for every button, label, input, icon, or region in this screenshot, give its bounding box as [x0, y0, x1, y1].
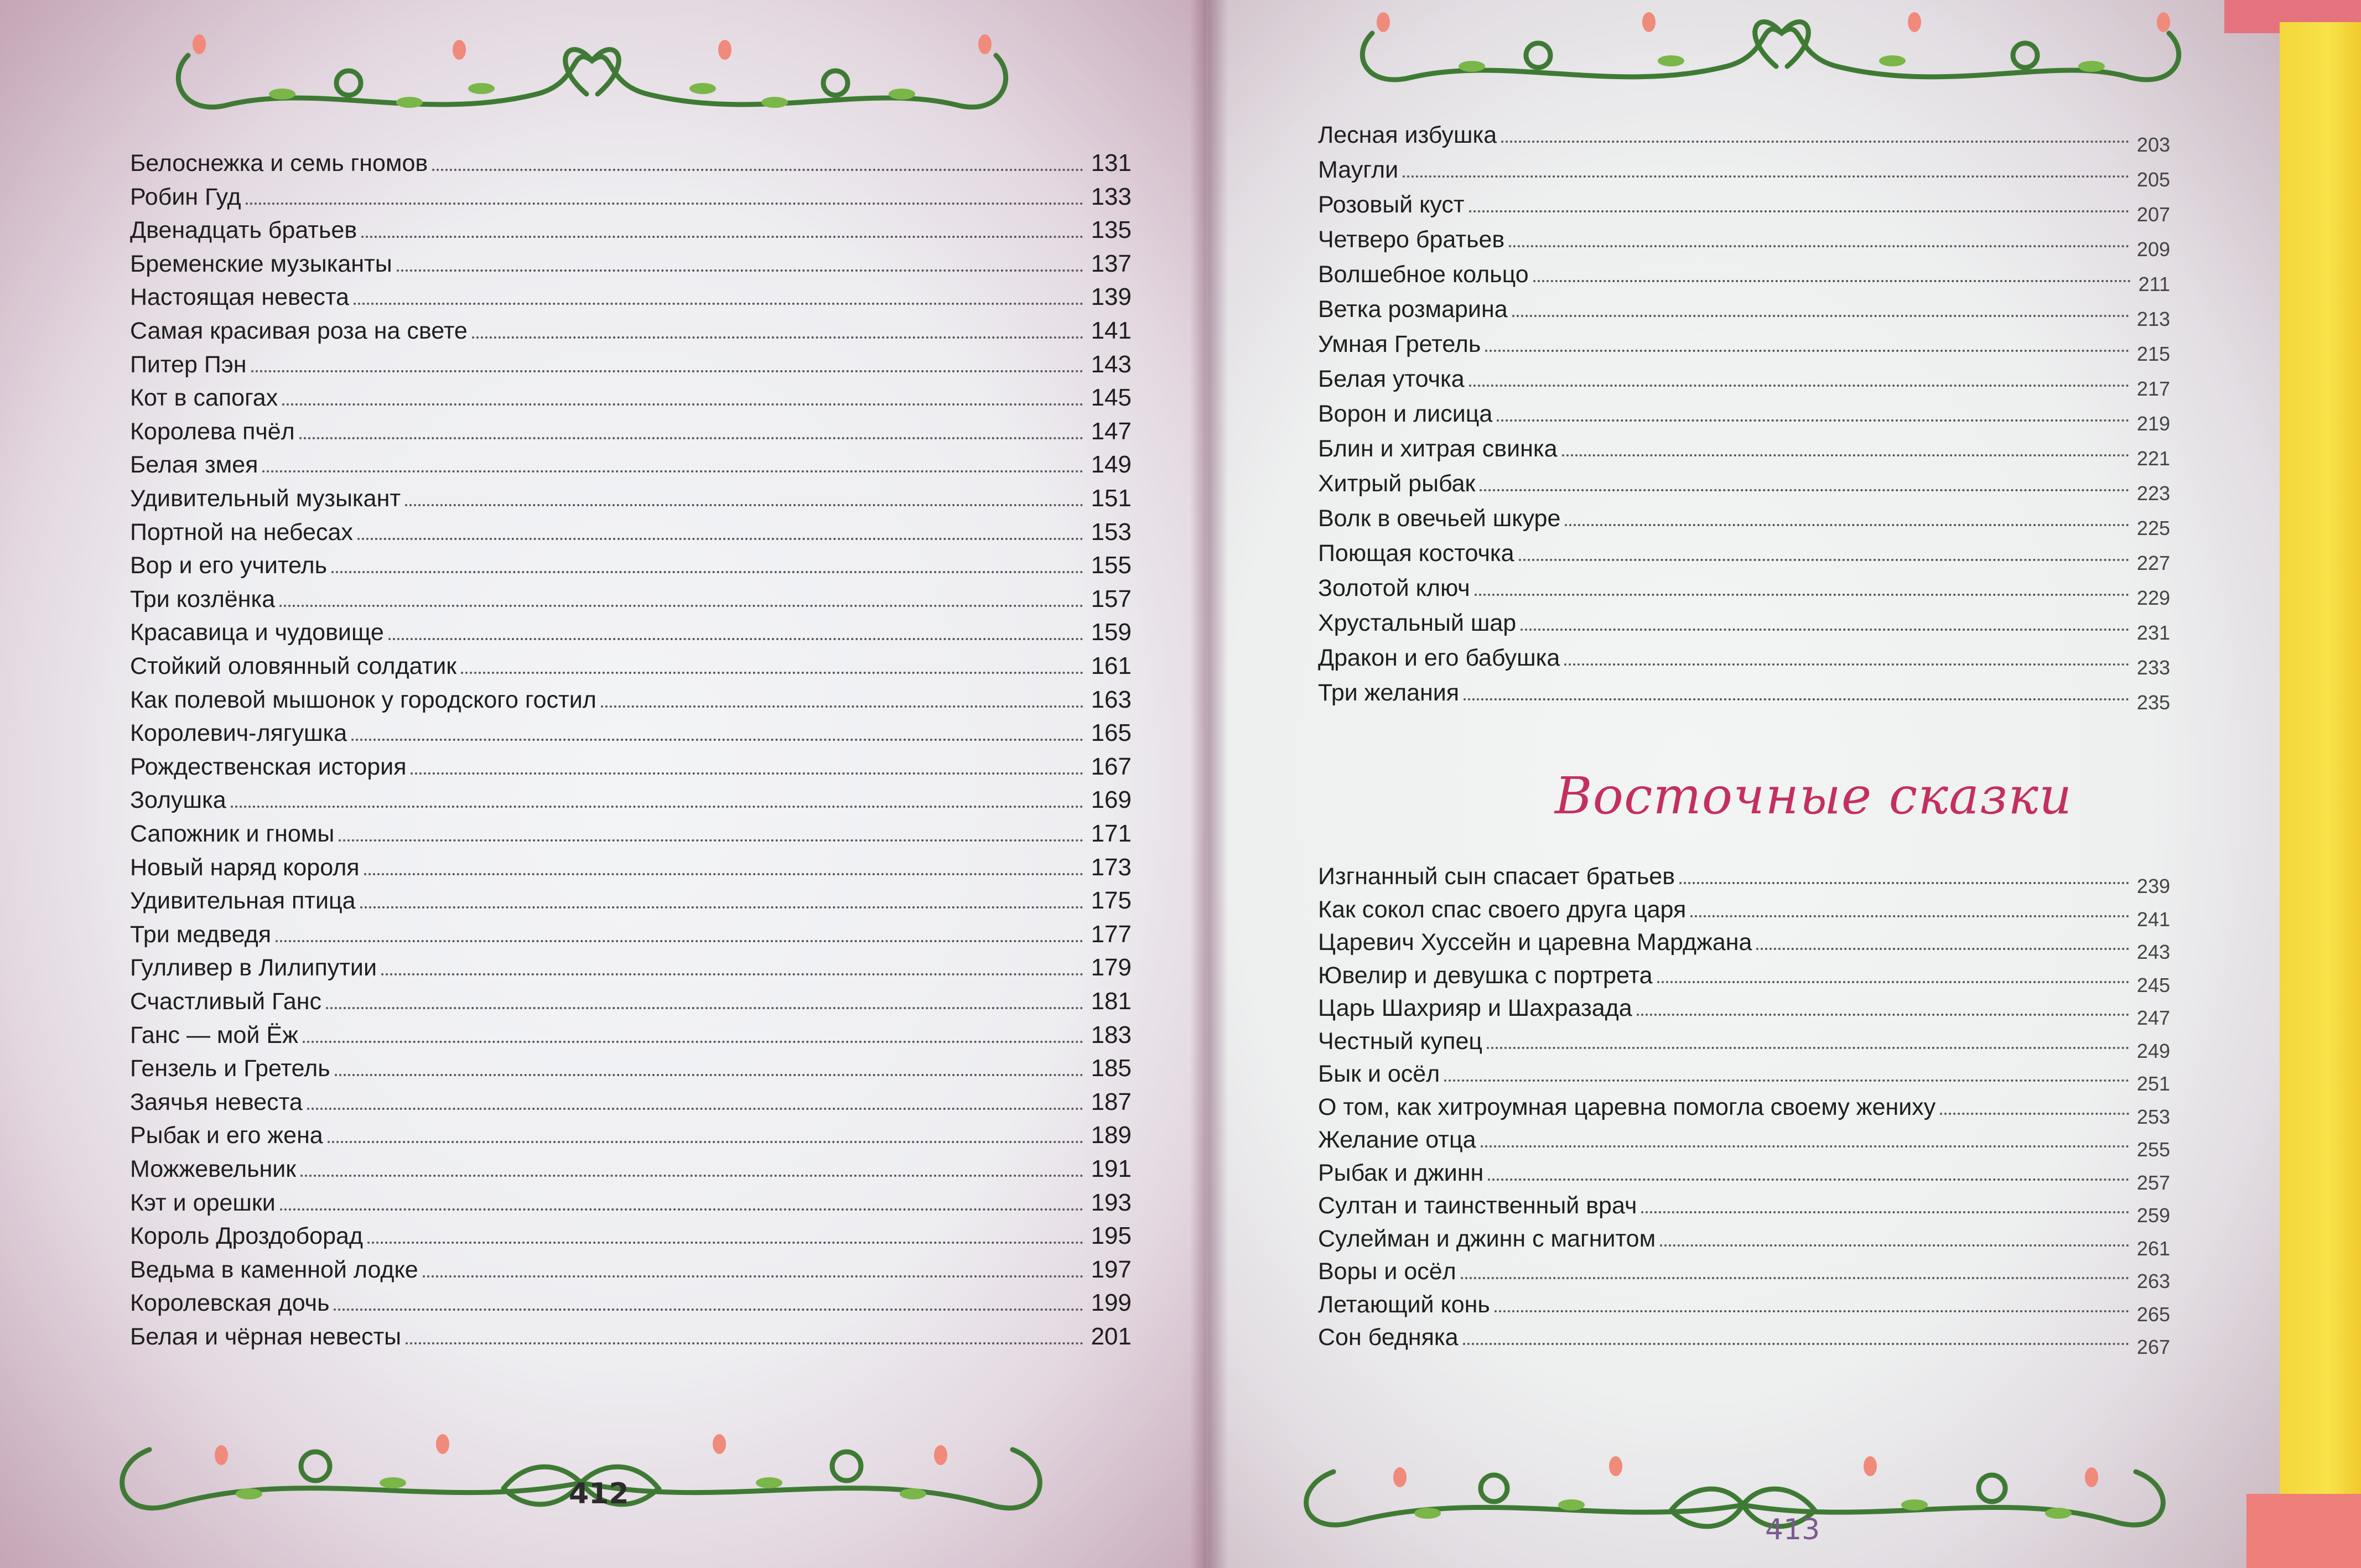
- toc-entry-page-number: 183: [1091, 1021, 1132, 1048]
- toc-entry-title: Королевич-лягушка: [130, 720, 347, 747]
- toc-entry-title: Золушка: [130, 787, 226, 814]
- toc-entry-title: Маугли: [1318, 157, 1399, 183]
- toc-entry-title: Стойкий оловянный солдатик: [130, 653, 457, 679]
- toc-entry: [1318, 929, 2170, 962]
- dot-leader: [406, 1342, 1083, 1344]
- page-edges: [2280, 22, 2361, 1568]
- toc-entry-title: Воры и осёл: [1318, 1258, 1456, 1285]
- dot-leader: [1469, 210, 2129, 212]
- dot-leader: [1481, 1145, 2129, 1148]
- dot-leader: [357, 538, 1083, 540]
- toc-entry-title: Умная Гретель: [1318, 331, 1481, 357]
- dot-leader: [280, 1208, 1083, 1211]
- toc-entry-title: Королева пчёл: [130, 418, 295, 445]
- dot-leader: [231, 806, 1083, 808]
- toc-entry-page-number: 259: [2136, 1204, 2170, 1227]
- dot-leader: [331, 571, 1083, 573]
- toc-entry-title: Ганс — мой Ёж: [130, 1021, 298, 1048]
- toc-entry-title: Двенадцать братьев: [130, 217, 357, 244]
- dot-leader: [1485, 350, 2129, 352]
- toc-entry: [1318, 896, 2170, 930]
- toc-entry: [1318, 1258, 2170, 1291]
- toc-entry-page-number: 235: [2136, 691, 2170, 714]
- dot-leader: [335, 1074, 1083, 1076]
- dot-leader: [1521, 629, 2129, 631]
- toc-entry-title: Можжевельник: [130, 1156, 297, 1182]
- toc-entry-title: Белая и чёрная невесты: [130, 1323, 402, 1350]
- toc-entry-page-number: 165: [1091, 719, 1132, 747]
- toc-entry-title: Робин Гуд: [130, 183, 241, 210]
- toc-entry: [1318, 1028, 2170, 1061]
- toc-entry: [130, 250, 1132, 283]
- toc-entry-page-number: 257: [2136, 1171, 2170, 1194]
- toc-entry: [130, 786, 1132, 819]
- toc-entry: [130, 954, 1132, 987]
- toc-entry: [130, 1189, 1132, 1222]
- toc-entry-title: Новый наряд короля: [130, 854, 360, 881]
- dot-leader: [1512, 315, 2129, 317]
- toc-entry: [130, 719, 1132, 752]
- dot-leader: [282, 403, 1083, 406]
- book-gutter: [1190, 0, 1228, 1568]
- section-heading-eastern-tales: Восточные сказки: [1555, 766, 2073, 825]
- toc-entry: [1318, 1324, 2170, 1357]
- toc-entry-page-number: 185: [1091, 1055, 1132, 1082]
- toc-entry: [130, 552, 1132, 585]
- toc-entry-title: Король Дроздоборад: [130, 1223, 363, 1250]
- toc-entry: [130, 451, 1132, 484]
- cover-edge-bottom: [2246, 1494, 2361, 1568]
- dot-leader: [1940, 1113, 2129, 1115]
- toc-entry: [1318, 470, 2170, 503]
- toc-entry-page-number: 239: [2136, 875, 2170, 897]
- toc-entry: [1318, 863, 2170, 896]
- toc-entry-page-number: 199: [1091, 1289, 1132, 1317]
- toc-entry-title: Заячья невеста: [130, 1088, 303, 1115]
- toc-entry: [130, 988, 1132, 1021]
- dot-leader: [262, 470, 1083, 473]
- toc-entry: [1318, 1061, 2170, 1094]
- toc-entry-page-number: 181: [1091, 988, 1132, 1015]
- toc-entry: [1318, 331, 2170, 364]
- toc-entry-title: Кот в сапогах: [130, 385, 278, 412]
- toc-entry-title: Хрустальный шар: [1318, 610, 1517, 636]
- toc-entry-page-number: 241: [2136, 907, 2170, 931]
- toc-entry-page-number: 263: [2136, 1270, 2170, 1292]
- toc-entry-page-number: 149: [1091, 451, 1132, 479]
- toc-entry-title: Кэт и орешки: [130, 1189, 276, 1216]
- toc-entry-page-number: 229: [2136, 586, 2170, 609]
- toc-entry-page-number: 255: [2136, 1138, 2170, 1161]
- dot-leader: [367, 1242, 1083, 1244]
- toc-entry-page-number: 197: [1091, 1255, 1132, 1283]
- toc-entry: [1318, 366, 2170, 399]
- toc-entry-title: Рождественская история: [130, 753, 407, 780]
- toc-entry-page-number: 225: [2136, 517, 2170, 539]
- toc-entry-title: Как полевой мышонок у городского гостил: [130, 686, 596, 713]
- toc-entry-title: Султан и таинственный врач: [1318, 1192, 1637, 1219]
- dot-leader: [411, 772, 1083, 775]
- toc-entry: [130, 149, 1132, 183]
- toc-entry: [1318, 435, 2170, 469]
- toc-entry: [1318, 296, 2170, 329]
- toc-entry: [1318, 575, 2170, 608]
- toc-entry-page-number: 261: [2136, 1237, 2170, 1260]
- toc-entry-title: Белая уточка: [1318, 366, 1465, 392]
- dot-leader: [251, 370, 1083, 372]
- toc-entry-title: О том, как хитроумная царевна помогла своему жениху: [1318, 1093, 1936, 1120]
- dot-leader: [364, 873, 1083, 875]
- toc-entry: [1318, 122, 2170, 155]
- toc-entry-page-number: 201: [1091, 1323, 1132, 1350]
- dot-leader: [1487, 1047, 2129, 1049]
- toc-entry: [1318, 679, 2170, 713]
- page-number-right: 413: [1765, 1513, 1820, 1546]
- toc-entry: [1318, 540, 2170, 573]
- toc-entry-title: Питер Пэн: [130, 351, 247, 378]
- toc-entry-title: Королевская дочь: [130, 1290, 330, 1317]
- toc-entry: [130, 283, 1132, 316]
- toc-entry-page-number: 209: [2136, 238, 2170, 261]
- dot-leader: [397, 269, 1083, 272]
- toc-entry: [1318, 995, 2170, 1028]
- toc-entry: [130, 1122, 1132, 1155]
- dot-leader: [388, 638, 1083, 640]
- toc-entry-title: Удивительный музыкант: [130, 485, 401, 512]
- toc-entry-page-number: 191: [1091, 1155, 1132, 1182]
- toc-entry-page-number: 195: [1091, 1222, 1132, 1250]
- dot-leader: [423, 1275, 1083, 1278]
- toc-entry-page-number: 131: [1091, 149, 1132, 176]
- dot-leader: [1657, 981, 2129, 983]
- toc-entry: [130, 652, 1132, 686]
- toc-entry-title: Ворон и лисица: [1318, 401, 1493, 427]
- dot-leader: [1463, 1343, 2129, 1345]
- toc-entry-title: Рыбак и джинн: [1318, 1159, 1484, 1186]
- toc-entry-title: Сулейман и джинн с магнитом: [1318, 1225, 1656, 1252]
- toc-entry-title: Сапожник и гномы: [130, 821, 335, 847]
- toc-entry-page-number: 139: [1091, 283, 1132, 311]
- toc-entry-title: Ветка розмарина: [1318, 296, 1508, 323]
- dot-leader: [276, 940, 1083, 942]
- dot-leader: [1679, 882, 2129, 884]
- toc-entry-title: Три медведя: [130, 921, 272, 948]
- toc-entry-title: Гензель и Гретель: [130, 1055, 330, 1082]
- toc-entry: [130, 1055, 1132, 1088]
- toc-entry: [1318, 1160, 2170, 1193]
- toc-entry-page-number: 179: [1091, 954, 1132, 982]
- dot-leader: [432, 169, 1083, 171]
- toc-entry-title: Лесная избушка: [1318, 122, 1497, 148]
- dot-leader: [1641, 1211, 2129, 1213]
- toc-entry-page-number: 245: [2136, 973, 2170, 996]
- dot-leader: [279, 605, 1083, 607]
- toc-entry-page-number: 253: [2136, 1105, 2170, 1128]
- toc-entry-title: Четверо братьев: [1318, 226, 1505, 253]
- toc-entry-title: Удивительная птица: [130, 887, 356, 915]
- toc-entry-page-number: 159: [1091, 619, 1132, 646]
- dot-leader: [1562, 454, 2129, 456]
- dot-leader: [360, 906, 1083, 908]
- toc-entry-page-number: 155: [1091, 552, 1132, 579]
- toc-entry-title: Бременские музыканты: [130, 250, 392, 277]
- toc-entry-page-number: 169: [1091, 786, 1132, 814]
- dot-leader: [351, 739, 1083, 741]
- toc-entry: [130, 1222, 1132, 1255]
- toc-entry-page-number: 219: [2136, 412, 2170, 435]
- dot-leader: [1497, 419, 2129, 422]
- toc-entry: [1318, 962, 2170, 995]
- toc-entry-title: Портной на небесах: [130, 518, 353, 546]
- toc-entry: [130, 485, 1132, 518]
- toc-entry-page-number: 153: [1091, 518, 1132, 546]
- toc-entry-title: Белоснежка и семь гномов: [130, 150, 428, 176]
- toc-entry: [130, 351, 1132, 384]
- toc-entry-title: Летающий конь: [1318, 1291, 1490, 1318]
- dot-leader: [1533, 280, 2131, 282]
- toc-entry-page-number: 251: [2136, 1072, 2170, 1095]
- dot-leader: [334, 1309, 1083, 1311]
- toc-entry-page-number: 177: [1091, 920, 1132, 948]
- toc-entry-page-number: 167: [1091, 752, 1132, 780]
- dot-leader: [601, 705, 1083, 708]
- toc-entry: [130, 1256, 1132, 1289]
- toc-entry: [130, 1021, 1132, 1055]
- toc-entry: [130, 585, 1132, 619]
- page-number-left: 412: [569, 1477, 629, 1510]
- dot-leader: [1403, 175, 2129, 178]
- dot-leader: [1564, 663, 2129, 666]
- toc-entry: [130, 887, 1132, 920]
- dot-leader: [1690, 915, 2129, 917]
- dot-leader: [1475, 594, 2129, 596]
- toc-entry-page-number: 189: [1091, 1122, 1132, 1149]
- toc-entry-title: Белая змея: [130, 451, 258, 479]
- toc-entry: [1318, 1192, 2170, 1226]
- toc-entry-page-number: 207: [2136, 203, 2170, 226]
- toc-entry-page-number: 213: [2136, 308, 2170, 330]
- toc-entry: [130, 1289, 1132, 1322]
- toc-entry-title: Ювелир и девушка с портрета: [1318, 962, 1653, 989]
- toc-entry-title: Сон бедняка: [1318, 1324, 1459, 1351]
- toc-entry: [130, 619, 1132, 652]
- toc-entry: [1318, 191, 2170, 225]
- toc-entry: [1318, 1126, 2170, 1160]
- toc-entry-title: Три козлёнка: [130, 585, 276, 612]
- toc-entry-title: Настоящая невеста: [130, 284, 349, 311]
- dot-leader: [461, 672, 1083, 674]
- toc-entry-page-number: 231: [2136, 621, 2170, 644]
- dot-leader: [1469, 385, 2129, 387]
- toc-entry: [1318, 610, 2170, 643]
- dot-leader: [339, 839, 1083, 842]
- toc-entry-page-number: 187: [1091, 1088, 1132, 1115]
- toc-entry: [130, 686, 1132, 719]
- dot-leader: [1488, 1178, 2129, 1181]
- dot-leader: [354, 303, 1083, 305]
- toc-entry-page-number: 147: [1091, 417, 1132, 445]
- toc-entry-page-number: 203: [2136, 133, 2170, 156]
- toc-entry-page-number: 133: [1091, 183, 1132, 210]
- toc-entry-title: Бык и осёл: [1318, 1061, 1440, 1087]
- toc-entry-page-number: 215: [2136, 342, 2170, 365]
- toc-entry-title: Царевич Хуссейн и царевна Марджана: [1318, 929, 1752, 956]
- toc-entry-page-number: 163: [1091, 686, 1132, 713]
- toc-entry-page-number: 173: [1091, 853, 1132, 881]
- toc-entry: [130, 518, 1132, 552]
- toc-entry: [130, 317, 1132, 350]
- toc-entry: [130, 1088, 1132, 1122]
- toc-entry-title: Розовый куст: [1318, 191, 1465, 218]
- toc-entry-title: Волшебное кольцо: [1318, 261, 1529, 288]
- dot-leader: [246, 203, 1083, 205]
- toc-entry-title: Рыбак и его жена: [130, 1122, 323, 1149]
- toc-entry-page-number: 249: [2136, 1039, 2170, 1062]
- toc-entry-title: Гулливер в Лилипутии: [130, 954, 377, 982]
- toc-entry: [1318, 261, 2170, 294]
- toc-entry-page-number: 205: [2136, 168, 2170, 191]
- dot-leader: [381, 973, 1083, 975]
- dot-leader: [405, 504, 1083, 506]
- dot-leader: [1444, 1079, 2129, 1082]
- toc-entry-title: Счастливый Ганс: [130, 988, 321, 1015]
- toc-entry-page-number: 141: [1091, 317, 1132, 344]
- toc-entry: [130, 820, 1132, 853]
- dot-leader: [361, 236, 1083, 238]
- toc-entry-page-number: 243: [2136, 941, 2170, 963]
- bottom-vine-ornament-right: [1273, 1411, 2191, 1544]
- toc-entry-title: Ведьма в каменной лодке: [130, 1256, 418, 1283]
- toc-entry-title: Золотой ключ: [1318, 575, 1470, 601]
- toc-entry-page-number: 217: [2136, 377, 2170, 400]
- dot-leader: [1660, 1244, 2129, 1247]
- dot-leader: [299, 437, 1083, 439]
- dot-leader: [307, 1108, 1083, 1110]
- toc-entry-page-number: 143: [1091, 350, 1132, 378]
- toc-entry-page-number: 265: [2136, 1302, 2170, 1326]
- toc-entry-title: Вор и его учитель: [130, 552, 328, 579]
- toc-entry: [1318, 157, 2170, 190]
- toc-entry-page-number: 193: [1091, 1188, 1132, 1216]
- toc-entry-page-number: 227: [2136, 552, 2170, 574]
- toc-entry: [1318, 1226, 2170, 1259]
- toc-entry: [130, 183, 1132, 216]
- dot-leader: [1637, 1014, 2129, 1016]
- toc-entry: [130, 1155, 1132, 1188]
- toc-entry: [130, 921, 1132, 954]
- toc-entry: [1318, 1094, 2170, 1127]
- toc-entry-page-number: 157: [1091, 585, 1132, 612]
- toc-entry-page-number: 233: [2136, 656, 2170, 679]
- toc-entry-title: Дракон и его бабушка: [1318, 645, 1560, 671]
- toc-entry-title: Красавица и чудовище: [130, 619, 384, 646]
- toc-entry: [1318, 645, 2170, 678]
- toc-entry-title: Царь Шахрияр и Шахразада: [1318, 995, 1632, 1021]
- top-vine-ornament-right: [1339, 0, 2202, 127]
- toc-entry-title: Изгнанный сын спасает братьев: [1318, 863, 1675, 890]
- dot-leader: [1509, 245, 2129, 247]
- toc-entry-page-number: 171: [1091, 820, 1132, 847]
- top-vine-ornament-left: [149, 11, 1035, 138]
- toc-entry-title: Три желания: [1318, 679, 1460, 706]
- dot-leader: [1501, 141, 2129, 143]
- toc-entry-page-number: 161: [1091, 652, 1132, 679]
- toc-entry-page-number: 145: [1091, 384, 1132, 412]
- dot-leader: [1565, 524, 2129, 526]
- dot-leader: [1464, 698, 2129, 700]
- dot-leader: [472, 336, 1083, 339]
- toc-entry-title: Блин и хитрая свинка: [1318, 435, 1558, 462]
- toc-entry-page-number: 137: [1091, 250, 1132, 277]
- dot-leader: [1480, 489, 2129, 491]
- toc-entry-page-number: 211: [2138, 273, 2170, 295]
- dot-leader: [1756, 948, 2129, 950]
- toc-entry-page-number: 175: [1091, 887, 1132, 915]
- toc-entry-title: Честный купец: [1318, 1027, 1483, 1055]
- dot-leader: [1495, 1310, 2129, 1312]
- toc-entry-title: Желание отца: [1318, 1126, 1476, 1153]
- toc-entry: [130, 384, 1132, 417]
- toc-entry-title: Поющая косточка: [1318, 540, 1514, 567]
- dot-leader: [1519, 559, 2129, 561]
- toc-entry-page-number: 135: [1091, 216, 1132, 244]
- dot-leader: [300, 1175, 1083, 1177]
- dot-leader: [303, 1041, 1083, 1043]
- dot-leader: [326, 1007, 1083, 1009]
- toc-entry: [130, 854, 1132, 887]
- toc-entry: [1318, 226, 2170, 259]
- toc-entry: [1318, 1291, 2170, 1325]
- toc-entry: [130, 753, 1132, 786]
- toc-entry-page-number: 267: [2136, 1336, 2170, 1358]
- dot-leader: [1461, 1277, 2129, 1279]
- toc-entry-page-number: 151: [1091, 485, 1132, 512]
- toc-entry-page-number: 221: [2136, 447, 2170, 470]
- toc-entry-title: Хитрый рыбак: [1318, 470, 1476, 497]
- toc-entry-page-number: 247: [2136, 1006, 2170, 1029]
- toc-entry-title: Волк в овечьей шкуре: [1318, 505, 1561, 532]
- toc-entry-title: Самая красивая роза на свете: [130, 318, 468, 344]
- toc-entry: [130, 216, 1132, 250]
- dot-leader: [328, 1141, 1083, 1143]
- toc-entry: [1318, 505, 2170, 538]
- toc-entry: [1318, 401, 2170, 434]
- toc-entry: [130, 1323, 1132, 1356]
- toc-entry: [130, 418, 1132, 451]
- toc-entry-title: Как сокол спас своего друга царя: [1318, 896, 1687, 923]
- toc-entry-page-number: 223: [2136, 482, 2170, 505]
